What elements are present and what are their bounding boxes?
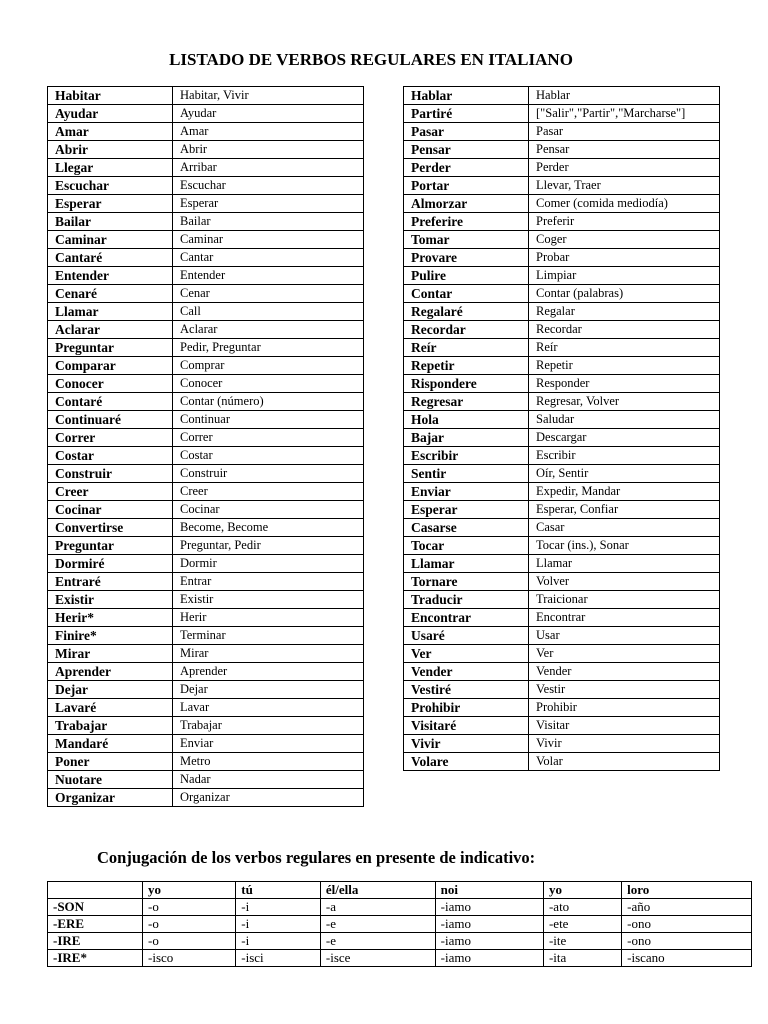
table-row [48, 105, 364, 123]
meaning-cell: Cenar [173, 285, 364, 303]
verb-cell: Enviar [404, 483, 529, 501]
table-row [48, 573, 364, 591]
meaning-cell: Entrar [173, 573, 364, 591]
verb-cell: Recordar [404, 321, 529, 339]
conjugation-row [48, 950, 752, 967]
ending-cell: -ERE [48, 916, 143, 933]
table-row [404, 411, 720, 429]
meaning-cell: Vender [529, 663, 720, 681]
suffix-cell: -ono [622, 916, 752, 933]
verb-cell: Ayudar [48, 105, 173, 123]
conjugation-header-cell: yo [543, 882, 621, 899]
verb-cell: Trabajar [48, 717, 173, 735]
meaning-cell: Escribir [529, 447, 720, 465]
meaning-cell: Traicionar [529, 591, 720, 609]
suffix-cell: -ono [622, 933, 752, 950]
meaning-cell: Amar [173, 123, 364, 141]
verb-cell: Preguntar [48, 537, 173, 555]
meaning-cell: Herir [173, 609, 364, 627]
suffix-cell: -a [320, 899, 435, 916]
table-row [48, 177, 364, 195]
table-row [404, 537, 720, 555]
meaning-cell: Aclarar [173, 321, 364, 339]
table-row [404, 555, 720, 573]
verb-cell: Llamar [404, 555, 529, 573]
meaning-cell: Enviar [173, 735, 364, 753]
meaning-cell: Cocinar [173, 501, 364, 519]
table-row [404, 357, 720, 375]
meaning-cell: Recordar [529, 321, 720, 339]
suffix-cell: -i [236, 916, 321, 933]
verb-cell: Amar [48, 123, 173, 141]
meaning-cell: Trabajar [173, 717, 364, 735]
table-row [48, 267, 364, 285]
table-row [48, 357, 364, 375]
verb-cell: Provare [404, 249, 529, 267]
table-row [404, 573, 720, 591]
table-row [48, 753, 364, 771]
verb-cell: Rispondere [404, 375, 529, 393]
conjugation-table [47, 881, 752, 967]
table-row [48, 249, 364, 267]
meaning-cell: Preferir [529, 213, 720, 231]
meaning-cell: Limpiar [529, 267, 720, 285]
conjugation-header-cell: tú [236, 882, 321, 899]
verb-cell: Encontrar [404, 609, 529, 627]
verb-cell: Traducir [404, 591, 529, 609]
verb-cell: Hola [404, 411, 529, 429]
meaning-cell: Hablar [529, 87, 720, 105]
meaning-cell: Costar [173, 447, 364, 465]
suffix-cell: -ita [543, 950, 621, 967]
verb-cell: Creer [48, 483, 173, 501]
table-row [48, 735, 364, 753]
table-row [48, 699, 364, 717]
meaning-cell: Descargar [529, 429, 720, 447]
verb-cell: Preguntar [48, 339, 173, 357]
suffix-cell: -isce [320, 950, 435, 967]
meaning-cell: Arribar [173, 159, 364, 177]
verb-cell: Volare [404, 753, 529, 771]
meaning-cell: Metro [173, 753, 364, 771]
table-row [404, 195, 720, 213]
table-row [404, 645, 720, 663]
suffix-cell: -ite [543, 933, 621, 950]
verb-cell: Perder [404, 159, 529, 177]
verb-cell: Tocar [404, 537, 529, 555]
table-row [404, 213, 720, 231]
meaning-cell: Caminar [173, 231, 364, 249]
verb-cell: Entraré [48, 573, 173, 591]
conjugation-row [48, 933, 752, 950]
meaning-cell: Preguntar, Pedir [173, 537, 364, 555]
verb-cell: Contar [404, 285, 529, 303]
verb-cell: Dormiré [48, 555, 173, 573]
ending-cell: -SON [48, 899, 143, 916]
meaning-cell: Pasar [529, 123, 720, 141]
table-row [48, 501, 364, 519]
verb-cell: Bajar [404, 429, 529, 447]
suffix-cell: -iamo [435, 899, 543, 916]
verb-cell: Cantaré [48, 249, 173, 267]
meaning-cell: Continuar [173, 411, 364, 429]
ending-cell: -IRE* [48, 950, 143, 967]
verb-cell: Regresar [404, 393, 529, 411]
meaning-cell: Bailar [173, 213, 364, 231]
table-row [48, 339, 364, 357]
table-row [48, 393, 364, 411]
meaning-cell: Habitar, Vivir [173, 87, 364, 105]
meaning-cell: Oír, Sentir [529, 465, 720, 483]
table-row [48, 681, 364, 699]
meaning-cell: Contar (palabras) [529, 285, 720, 303]
verb-cell: Regalaré [404, 303, 529, 321]
meaning-cell: Cantar [173, 249, 364, 267]
meaning-cell: Casar [529, 519, 720, 537]
verb-cell: Aprender [48, 663, 173, 681]
verb-cell: Habitar [48, 87, 173, 105]
meaning-cell: Become, Become [173, 519, 364, 537]
verb-cell: Portar [404, 177, 529, 195]
verb-cell: Prohibir [404, 699, 529, 717]
verb-cell: Correr [48, 429, 173, 447]
suffix-cell: -o [143, 899, 236, 916]
suffix-cell: -ete [543, 916, 621, 933]
meaning-cell: Comprar [173, 357, 364, 375]
meaning-cell: Tocar (ins.), Sonar [529, 537, 720, 555]
conjugation-header-cell: loro [622, 882, 752, 899]
table-row [48, 447, 364, 465]
verb-cell: Tornare [404, 573, 529, 591]
table-row [404, 285, 720, 303]
table-row [404, 231, 720, 249]
meaning-cell: Llamar [529, 555, 720, 573]
meaning-cell: Nadar [173, 771, 364, 789]
suffix-cell: -iamo [435, 950, 543, 967]
meaning-cell: Saludar [529, 411, 720, 429]
meaning-cell: Construir [173, 465, 364, 483]
conjugation-header-cell: yo [143, 882, 236, 899]
verb-cell: Partiré [404, 105, 529, 123]
conjugation-header-cell: él/ella [320, 882, 435, 899]
verb-cell: Llegar [48, 159, 173, 177]
table-row [48, 591, 364, 609]
meaning-cell: Terminar [173, 627, 364, 645]
meaning-cell: Conocer [173, 375, 364, 393]
meaning-cell: Existir [173, 591, 364, 609]
table-row [48, 519, 364, 537]
suffix-cell: -isci [236, 950, 321, 967]
table-row [48, 375, 364, 393]
meaning-cell: Dormir [173, 555, 364, 573]
verb-cell: Caminar [48, 231, 173, 249]
verb-cell: Comparar [48, 357, 173, 375]
table-row [404, 753, 720, 771]
meaning-cell: Volar [529, 753, 720, 771]
meaning-cell: Correr [173, 429, 364, 447]
verb-cell: Construir [48, 465, 173, 483]
verb-cell: Pasar [404, 123, 529, 141]
verb-cell: Hablar [404, 87, 529, 105]
verb-cell: Casarse [404, 519, 529, 537]
table-row [404, 123, 720, 141]
suffix-cell: -i [236, 933, 321, 950]
verb-cell: Lavaré [48, 699, 173, 717]
suffix-cell: -iscano [622, 950, 752, 967]
verb-cell: Tomar [404, 231, 529, 249]
verb-cell: Bailar [48, 213, 173, 231]
meaning-cell: Prohibir [529, 699, 720, 717]
table-row [404, 501, 720, 519]
table-row [48, 411, 364, 429]
verb-cell: Cocinar [48, 501, 173, 519]
verb-cell: Conocer [48, 375, 173, 393]
meaning-cell: Organizar [173, 789, 364, 807]
verb-cell: Llamar [48, 303, 173, 321]
meaning-cell: Aprender [173, 663, 364, 681]
table-row [48, 771, 364, 789]
table-row [48, 465, 364, 483]
table-row [404, 303, 720, 321]
verb-cell: Contaré [48, 393, 173, 411]
verb-cell: Nuotare [48, 771, 173, 789]
meaning-cell: Volver [529, 573, 720, 591]
verb-cell: Esperar [404, 501, 529, 519]
table-row [404, 339, 720, 357]
verb-cell: Organizar [48, 789, 173, 807]
verb-cell: Escribir [404, 447, 529, 465]
suffix-cell: -o [143, 916, 236, 933]
meaning-cell: ["Salir","Partir","Marcharse"] [529, 105, 720, 123]
verb-cell: Dejar [48, 681, 173, 699]
conjugation-header-cell: noi [435, 882, 543, 899]
suffix-cell: -iamo [435, 933, 543, 950]
verb-cell: Entender [48, 267, 173, 285]
verb-cell: Vestiré [404, 681, 529, 699]
meaning-cell: Escuchar [173, 177, 364, 195]
table-row [48, 483, 364, 501]
verb-cell: Preferire [404, 213, 529, 231]
table-row [48, 87, 364, 105]
table-row [48, 123, 364, 141]
table-row [404, 105, 720, 123]
table-row [404, 681, 720, 699]
table-row [48, 231, 364, 249]
meaning-cell: Pensar [529, 141, 720, 159]
meaning-cell: Ayudar [173, 105, 364, 123]
table-row [48, 627, 364, 645]
meaning-cell: Responder [529, 375, 720, 393]
table-row [48, 555, 364, 573]
meaning-cell: Visitar [529, 717, 720, 735]
table-row [404, 429, 720, 447]
table-row [404, 141, 720, 159]
meaning-cell: Perder [529, 159, 720, 177]
table-row [48, 303, 364, 321]
meaning-cell: Llevar, Traer [529, 177, 720, 195]
table-row [404, 591, 720, 609]
meaning-cell: Regresar, Volver [529, 393, 720, 411]
table-row [404, 267, 720, 285]
suffix-cell: -i [236, 899, 321, 916]
suffix-cell: -isco [143, 950, 236, 967]
verb-cell: Ver [404, 645, 529, 663]
verbs-table-right [403, 86, 720, 771]
table-row [48, 141, 364, 159]
suffix-cell: -ato [543, 899, 621, 916]
table-row [48, 213, 364, 231]
verb-cell: Vender [404, 663, 529, 681]
table-row [48, 285, 364, 303]
meaning-cell: Usar [529, 627, 720, 645]
table-row [48, 159, 364, 177]
verb-cell: Vivir [404, 735, 529, 753]
meaning-cell: Encontrar [529, 609, 720, 627]
table-row [404, 699, 720, 717]
table-row [48, 645, 364, 663]
meaning-cell: Dejar [173, 681, 364, 699]
verb-cell: Existir [48, 591, 173, 609]
verb-cell: Almorzar [404, 195, 529, 213]
verb-cell: Repetir [404, 357, 529, 375]
suffix-cell: -e [320, 933, 435, 950]
table-row [404, 627, 720, 645]
meaning-cell: Pedir, Preguntar [173, 339, 364, 357]
table-row [404, 663, 720, 681]
conjugation-row [48, 899, 752, 916]
suffix-cell: -año [622, 899, 752, 916]
verb-cell: Poner [48, 753, 173, 771]
conjugation-header-cell [48, 882, 143, 899]
meaning-cell: Repetir [529, 357, 720, 375]
verb-cell: Usaré [404, 627, 529, 645]
meaning-cell: Entender [173, 267, 364, 285]
meaning-cell: Mirar [173, 645, 364, 663]
table-row [48, 195, 364, 213]
meaning-cell: Ver [529, 645, 720, 663]
verb-cell: Pulire [404, 267, 529, 285]
verb-cell: Visitaré [404, 717, 529, 735]
table-row [404, 321, 720, 339]
verbs-table-left [47, 86, 364, 807]
meaning-cell: Lavar [173, 699, 364, 717]
table-row [404, 465, 720, 483]
conjugation-row [48, 916, 752, 933]
verb-cell: Continuaré [48, 411, 173, 429]
table-row [404, 159, 720, 177]
meaning-cell: Vestir [529, 681, 720, 699]
table-row [48, 321, 364, 339]
table-row [404, 519, 720, 537]
table-row [48, 429, 364, 447]
verb-cell: Reír [404, 339, 529, 357]
meaning-cell: Reír [529, 339, 720, 357]
table-row [404, 249, 720, 267]
suffix-cell: -e [320, 916, 435, 933]
table-row [48, 609, 364, 627]
table-row [404, 447, 720, 465]
verb-cell: Mirar [48, 645, 173, 663]
table-row [404, 609, 720, 627]
verb-cell: Esperar [48, 195, 173, 213]
verb-cell: Abrir [48, 141, 173, 159]
suffix-cell: -iamo [435, 916, 543, 933]
table-row [404, 393, 720, 411]
table-row [48, 717, 364, 735]
table-row [48, 537, 364, 555]
verb-cell: Sentir [404, 465, 529, 483]
conjugation-title: Conjugación de los verbos regulares en presente de indicativo: [97, 848, 536, 867]
verb-cell: Pensar [404, 141, 529, 159]
meaning-cell: Contar (número) [173, 393, 364, 411]
verb-cell: Convertirse [48, 519, 173, 537]
table-row [404, 735, 720, 753]
table-row [404, 87, 720, 105]
table-row [404, 717, 720, 735]
meaning-cell: Regalar [529, 303, 720, 321]
meaning-cell: Abrir [173, 141, 364, 159]
verb-cell: Cenaré [48, 285, 173, 303]
suffix-cell: -o [143, 933, 236, 950]
meaning-cell: Expedir, Mandar [529, 483, 720, 501]
verb-cell: Costar [48, 447, 173, 465]
verb-cell: Aclarar [48, 321, 173, 339]
meaning-cell: Creer [173, 483, 364, 501]
table-row [48, 663, 364, 681]
meaning-cell: Esperar, Confiar [529, 501, 720, 519]
verb-cell: Finire* [48, 627, 173, 645]
table-row [48, 789, 364, 807]
table-row [404, 177, 720, 195]
meaning-cell: Probar [529, 249, 720, 267]
meaning-cell: Call [173, 303, 364, 321]
table-row [404, 483, 720, 501]
meaning-cell: Vivir [529, 735, 720, 753]
ending-cell: -IRE [48, 933, 143, 950]
meaning-cell: Esperar [173, 195, 364, 213]
conjugation-header-row [48, 882, 752, 899]
page-title: LISTADO DE VERBOS REGULARES EN ITALIANO [169, 50, 573, 69]
verb-cell: Herir* [48, 609, 173, 627]
meaning-cell: Coger [529, 231, 720, 249]
meaning-cell: Comer (comida mediodía) [529, 195, 720, 213]
verb-cell: Escuchar [48, 177, 173, 195]
table-row [404, 375, 720, 393]
verb-cell: Mandaré [48, 735, 173, 753]
